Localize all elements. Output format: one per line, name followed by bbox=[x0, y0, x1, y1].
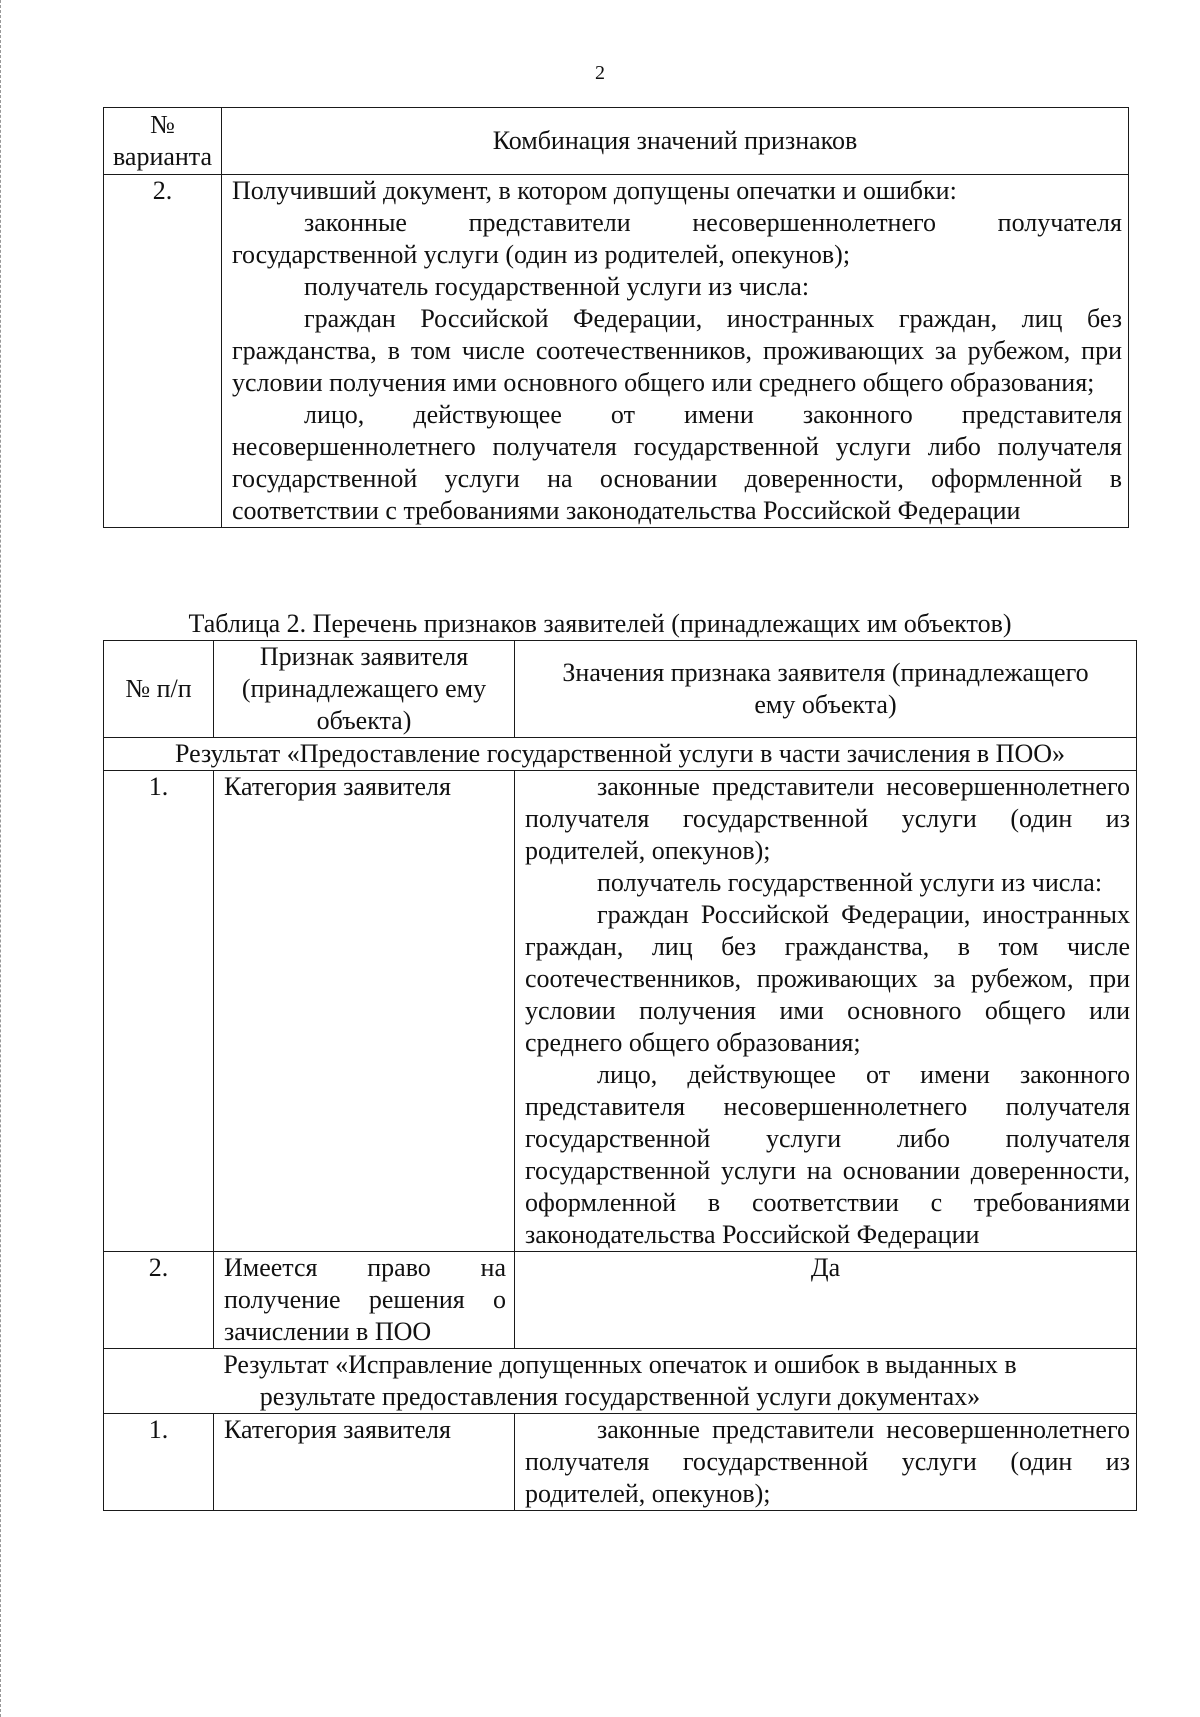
header-combination: Комбинация значений признаков bbox=[222, 108, 1129, 175]
paragraph: получатель государственной услуги из числа: bbox=[597, 868, 1103, 897]
row-values bbox=[515, 771, 1137, 1252]
section-row bbox=[104, 1349, 1137, 1414]
row-number: 1. bbox=[104, 771, 214, 1252]
table-row bbox=[104, 1252, 1137, 1349]
page-number: 2 bbox=[595, 62, 605, 84]
header-attribute: Признак заявителя (принадлежащего ему объекта) bbox=[214, 641, 515, 738]
variant-number: 2. bbox=[104, 175, 222, 528]
row-value: Да bbox=[515, 1252, 1137, 1349]
section-title: Результат «Исправление допущенных опечаток и ошибок в выданных в результате предоставления государственной услуги документах» bbox=[104, 1349, 1137, 1414]
table-header-row bbox=[104, 108, 1129, 175]
variants-table bbox=[103, 107, 1129, 528]
scan-edge-mark bbox=[0, 0, 3, 1717]
row-number: 1. bbox=[104, 1414, 214, 1511]
row-attribute: Имеется право на получение решения о зачислении в ПОО bbox=[214, 1252, 515, 1349]
section-title: Результат «Предоставление государственной услуги в части зачисления в ПОО» bbox=[104, 738, 1137, 771]
paragraph: лицо, действующее от имени законного представителя несовершеннолетнего получателя государственной услуги либо получателя государственной услуги на основании доверенности, оформленной в соответствии с требованиями законодательства Российской Федерации bbox=[525, 1060, 1130, 1249]
row-attribute: Категория заявителя bbox=[214, 1414, 515, 1511]
paragraph: граждан Российской Федерации, иностранных граждан, лиц без гражданства, в том числе соотечественников, проживающих за рубежом, при условии получения ими основного общего или среднего общего образования; bbox=[232, 304, 1122, 397]
table-row bbox=[104, 771, 1137, 1252]
paragraph: граждан Российской Федерации, иностранных граждан, лиц без гражданства, в том числе соотечественников, проживающих за рубежом, при условии получения ими основного общего или среднего общего образования; bbox=[525, 900, 1130, 1057]
row-number: 2. bbox=[104, 1252, 214, 1349]
paragraph: получатель государственной услуги из числа: bbox=[304, 272, 810, 301]
table-row bbox=[104, 175, 1129, 528]
section-row bbox=[104, 738, 1137, 771]
header-values: Значения признака заявителя (принадлежащего ему объекта) bbox=[515, 641, 1137, 738]
combination-text bbox=[222, 175, 1129, 528]
paragraph: лицо, действующее от имени законного представителя несовершеннолетнего получателя государственной услуги либо получателя государственной услуги на основании доверенности, оформленной в соответствии с требованиями законодательства Российской Федерации bbox=[232, 400, 1122, 525]
table-caption: Таблица 2. Перечень признаков заявителей (принадлежащих им объектов) bbox=[188, 609, 1012, 638]
row-value: законные представители несовершеннолетнего получателя государственной услуги (один из родителей, опекунов); bbox=[515, 1414, 1137, 1511]
row-attribute: Категория заявителя bbox=[214, 771, 515, 1252]
paragraph: законные представители несовершеннолетнего получателя государственной услуги (один из родителей, опекунов); bbox=[232, 208, 1122, 269]
paragraph: Получивший документ, в котором допущены опечатки и ошибки: bbox=[232, 176, 957, 205]
table-row bbox=[104, 1414, 1137, 1511]
header-number: № п/п bbox=[104, 641, 214, 738]
table-header-row bbox=[104, 641, 1137, 738]
header-variant-number: № варианта bbox=[104, 108, 222, 175]
paragraph: законные представители несовершеннолетнего получателя государственной услуги (один из родителей, опекунов); bbox=[525, 772, 1130, 865]
applicant-attributes-table bbox=[103, 640, 1137, 1511]
